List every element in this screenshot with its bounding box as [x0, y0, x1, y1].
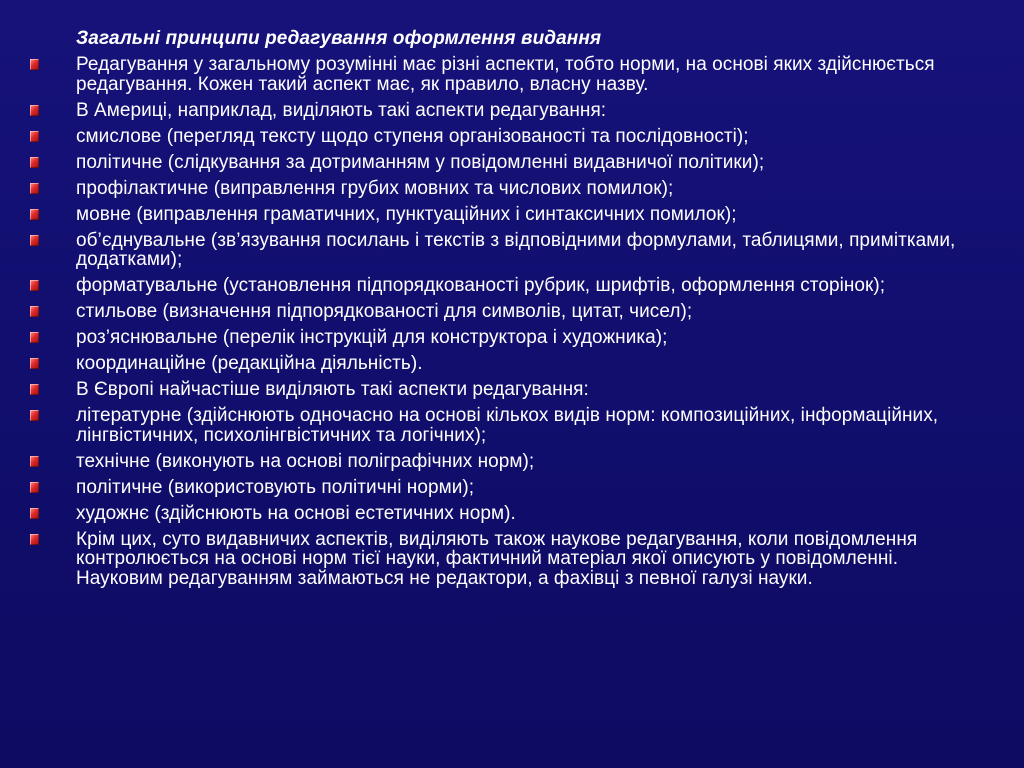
red-square-bullet-icon: [30, 508, 39, 519]
list-item: [30, 530, 990, 589]
bullet-text: профілактичне (виправлення грубих мовних та числових помилок);: [76, 177, 674, 199]
red-square-bullet-icon: [30, 157, 39, 168]
bullet-list: [30, 55, 990, 595]
red-square-bullet-icon: [30, 456, 39, 467]
list-item: [30, 504, 990, 524]
bullet-text: художнє (здійснюють на основі естетичних норм).: [76, 502, 516, 524]
list-item: [30, 328, 990, 348]
bullet-text: політичне (слідкування за дотриманням у повідомленні видавничої політики);: [76, 151, 765, 173]
red-square-bullet-icon: [30, 332, 39, 343]
bullet-text: стильове (визначення підпорядкованості для символів, цитат, чисел);: [76, 301, 693, 323]
list-item: [30, 452, 990, 472]
list-item: [30, 302, 990, 322]
bullet-text: Редагування у загальному розумінні має різні аспекти, тобто норми, на основі яких здійснюється редагування. Кожен такий аспект має, як правило, власну назву.: [76, 54, 935, 95]
list-item: [30, 231, 990, 270]
bullet-text: об’єднувальне (зв’язування посилань і текстів з відповідними формулами, таблицями, примітками, додатками);: [76, 229, 956, 271]
bullet-text: політичне (використовують політичні норми);: [76, 476, 475, 498]
list-item: [30, 153, 990, 173]
red-square-bullet-icon: [30, 384, 39, 395]
bullet-text: літературне (здійснюють одночасно на основі кількох видів норм: композиційних, інформаційних, лінгвістичних, психолінгвістичних та логічних);: [76, 405, 939, 446]
red-square-bullet-icon: [30, 235, 39, 246]
red-square-bullet-icon: [30, 131, 39, 142]
red-square-bullet-icon: [30, 59, 39, 70]
bullet-text: мовне (виправлення граматичних, пунктуаційних і синтаксичних помилок);: [76, 203, 737, 225]
list-item: [30, 276, 990, 296]
red-square-bullet-icon: [30, 105, 39, 116]
bullet-text: координаційне (редакційна діяльність).: [76, 353, 423, 375]
red-square-bullet-icon: [30, 482, 39, 493]
bullet-text: роз’яснювальне (перелік інструкцій для конструктора і художника);: [76, 327, 668, 349]
red-square-bullet-icon: [30, 209, 39, 220]
list-item: [30, 406, 990, 445]
red-square-bullet-icon: [30, 183, 39, 194]
red-square-bullet-icon: [30, 534, 39, 545]
list-item: [30, 127, 990, 147]
list-item: [30, 101, 990, 121]
bullet-text: форматувальне (установлення підпорядкованості рубрик, шрифтів, оформлення сторінок);: [76, 275, 886, 297]
list-item: [30, 55, 990, 94]
list-item: [30, 380, 990, 400]
bullet-text: В Європі найчастіше виділяють такі аспекти редагування:: [76, 379, 589, 401]
red-square-bullet-icon: [30, 358, 39, 369]
red-square-bullet-icon: [30, 280, 39, 291]
list-item: [30, 205, 990, 225]
list-item: [30, 354, 990, 374]
bullet-text: В Америці, наприклад, виділяють такі аспекти редагування:: [76, 99, 607, 121]
bullet-text: технічне (виконують на основі поліграфічних норм);: [76, 450, 535, 472]
slide-title: Загальні принципи редагування оформлення видання: [76, 28, 602, 49]
bullet-text: Крім цих, суто видавничих аспектів, виділяють також наукове редагування, коли повідомлення контролюється на основі норм тієї науки, фактичний матеріал якої описують у повідомленні. Науковим редагуванням займаються не редактори, а фахівці з певної галузі науки.: [76, 528, 918, 589]
red-square-bullet-icon: [30, 410, 39, 421]
bullet-text: смислове (перегляд тексту щодо ступеня організованості та послідовності);: [76, 125, 749, 147]
red-square-bullet-icon: [30, 306, 39, 317]
list-item: [30, 179, 990, 199]
list-item: [30, 478, 990, 498]
